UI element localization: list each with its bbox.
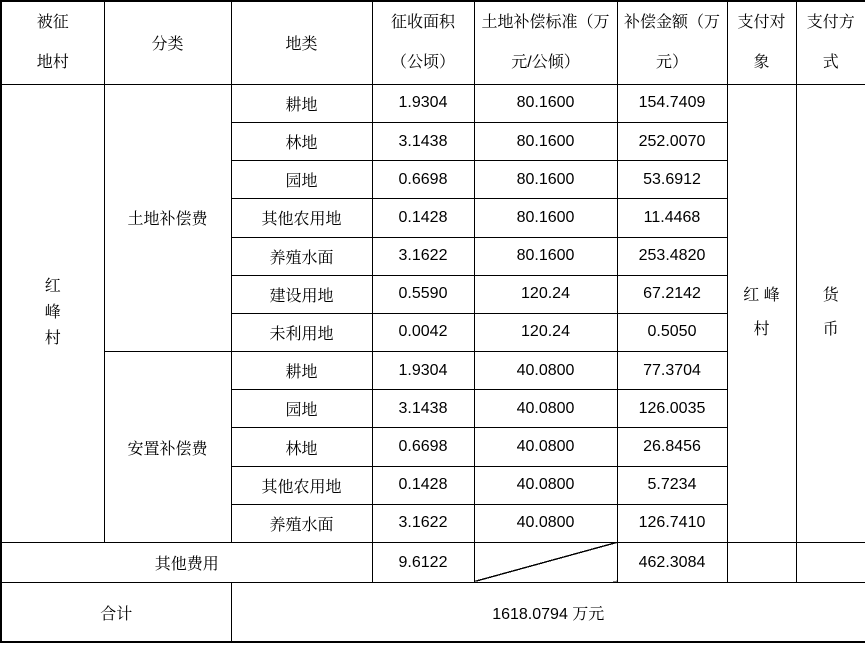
header-area-line1: 征收面积 xyxy=(390,13,455,31)
area-cell: 3.1438 xyxy=(372,123,474,161)
table-row xyxy=(1,84,865,122)
amount-cell: 253.4820 xyxy=(617,237,727,275)
other-fees-amount-cell: 462.3084 xyxy=(617,542,727,582)
village-char3: 村 xyxy=(44,330,61,348)
standard-cell: 40.0800 xyxy=(474,466,617,504)
header-payee-line2: 象 xyxy=(753,53,770,71)
amount-cell: 252.0070 xyxy=(617,123,727,161)
header-method xyxy=(796,1,865,84)
standard-cell: 40.0800 xyxy=(474,390,617,428)
land-type-cell: 养殖水面 xyxy=(231,237,372,275)
standard-cell: 80.1600 xyxy=(474,123,617,161)
header-row xyxy=(1,1,865,84)
village-cell xyxy=(1,84,104,542)
diagonal-slash-cell xyxy=(474,542,617,582)
payee-line1: 红 峰 xyxy=(743,287,780,305)
header-category: 分类 xyxy=(104,1,231,84)
section-label-land-compensation: 土地补偿费 xyxy=(104,84,231,351)
header-payee-line1: 支付对 xyxy=(737,13,786,31)
land-type-cell: 园地 xyxy=(231,390,372,428)
land-type-cell: 未利用地 xyxy=(231,313,372,351)
method-line2: 币 xyxy=(822,321,839,339)
amount-cell: 5.7234 xyxy=(617,466,727,504)
land-type-cell: 林地 xyxy=(231,428,372,466)
header-payee xyxy=(727,1,796,84)
area-cell: 3.1438 xyxy=(372,390,474,428)
header-area xyxy=(372,1,474,84)
land-type-cell: 园地 xyxy=(231,161,372,199)
method-line1: 货 xyxy=(822,287,839,305)
standard-cell: 80.1600 xyxy=(474,161,617,199)
header-method-line2: 式 xyxy=(822,53,839,71)
header-standard-line1: 土地补偿标准（万 xyxy=(481,13,610,31)
header-area-line2: （公顷） xyxy=(390,53,455,71)
standard-cell: 40.0800 xyxy=(474,504,617,542)
header-standard xyxy=(474,1,617,84)
header-village xyxy=(1,1,104,84)
area-cell: 0.6698 xyxy=(372,161,474,199)
area-cell: 0.0042 xyxy=(372,313,474,351)
total-label: 合计 xyxy=(1,583,231,642)
area-cell: 3.1622 xyxy=(372,504,474,542)
amount-cell: 77.3704 xyxy=(617,352,727,390)
standard-cell: 40.0800 xyxy=(474,352,617,390)
land-type-cell: 其他农用地 xyxy=(231,199,372,237)
amount-cell: 11.4468 xyxy=(617,199,727,237)
village-char2: 峰 xyxy=(44,304,61,322)
area-cell: 1.9304 xyxy=(372,84,474,122)
header-standard-line2: 元/公倾） xyxy=(511,53,580,71)
area-cell: 0.6698 xyxy=(372,428,474,466)
area-cell: 0.1428 xyxy=(372,199,474,237)
header-village-line2: 地村 xyxy=(36,53,69,71)
payee-line2: 村 xyxy=(753,321,770,339)
amount-cell: 67.2142 xyxy=(617,275,727,313)
header-land-type: 地类 xyxy=(231,1,372,84)
other-fees-row xyxy=(1,542,865,582)
land-type-cell: 建设用地 xyxy=(231,275,372,313)
standard-cell: 120.24 xyxy=(474,275,617,313)
payee-cell xyxy=(727,84,796,542)
village-char1: 红 xyxy=(44,278,61,296)
area-cell: 0.1428 xyxy=(372,466,474,504)
method-cell xyxy=(796,84,865,542)
other-fees-method-empty-cell xyxy=(796,542,865,582)
amount-cell: 154.7409 xyxy=(617,84,727,122)
amount-cell: 0.5050 xyxy=(617,313,727,351)
header-village-line1: 被征 xyxy=(36,13,69,31)
land-type-cell: 耕地 xyxy=(231,352,372,390)
land-type-cell: 林地 xyxy=(231,123,372,161)
header-amount-line1: 补偿金额（万 xyxy=(623,13,720,31)
amount-cell: 26.8456 xyxy=(617,428,727,466)
total-row xyxy=(1,583,865,642)
other-fees-payee-empty-cell xyxy=(727,542,796,582)
section-label-resettlement: 安置补偿费 xyxy=(104,352,231,543)
amount-cell: 126.7410 xyxy=(617,504,727,542)
amount-cell: 126.0035 xyxy=(617,390,727,428)
amount-cell: 53.6912 xyxy=(617,161,727,199)
header-amount-line2: 元） xyxy=(655,53,688,71)
standard-cell: 80.1600 xyxy=(474,199,617,237)
standard-cell: 40.0800 xyxy=(474,428,617,466)
header-amount xyxy=(617,1,727,84)
total-value: 1618.0794 万元 xyxy=(231,583,865,642)
standard-cell: 80.1600 xyxy=(474,237,617,275)
area-cell: 0.5590 xyxy=(372,275,474,313)
standard-cell: 80.1600 xyxy=(474,84,617,122)
other-fees-label: 其他费用 xyxy=(1,542,372,582)
header-method-line1: 支付方 xyxy=(806,13,855,31)
standard-cell: 120.24 xyxy=(474,313,617,351)
other-fees-area-cell: 9.6122 xyxy=(372,542,474,582)
land-type-cell: 其他农用地 xyxy=(231,466,372,504)
land-type-cell: 耕地 xyxy=(231,84,372,122)
land-type-cell: 养殖水面 xyxy=(231,504,372,542)
area-cell: 3.1622 xyxy=(372,237,474,275)
area-cell: 1.9304 xyxy=(372,352,474,390)
